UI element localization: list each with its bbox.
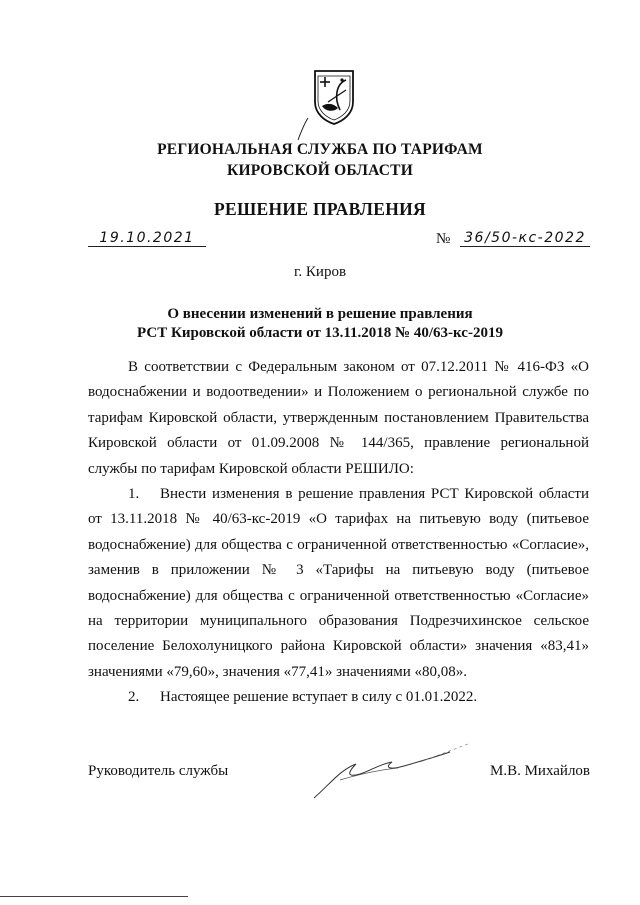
item-number: 2. bbox=[128, 689, 140, 706]
document-number: 36/50-кс-2022 bbox=[460, 230, 590, 247]
signatory-position: Руководитель службы bbox=[88, 763, 229, 779]
item-text: Внести изменения в решение правления РСТ Кировской области от 13.11.2018 № 40/63-кс-2019 «О тарифах на питьевую воду (питьевое водоснабжение) для общества с ограниченной ответственностью «Согласие», заменив в приложении № 3 «Тарифы на питьевую воду (питьевое водоснабжение) для общества с ограниченной ответственностью «Согласие» на территории муниципального образования Подрезчихинское сельское поселение Белохолуницкого района Кировской области» значения «83,41» значениями «79,60», значения «77,41» значениями «80,08». bbox=[88, 486, 589, 680]
signature-image bbox=[300, 740, 470, 810]
list-item bbox=[88, 685, 589, 710]
city: г. Киров bbox=[293, 264, 347, 280]
document-type-title: РЕШЕНИЕ ПРАВЛЕНИЯ bbox=[214, 199, 426, 219]
pen-mark bbox=[296, 116, 310, 142]
subject-line2: РСТ Кировской области от 13.11.2018 № 40/63-кс-2019 bbox=[137, 325, 503, 341]
item-number: 1. bbox=[128, 486, 140, 503]
subject-line1: О внесении изменений в решение правления bbox=[167, 306, 473, 322]
signatory-name: М.В. Михайлов bbox=[490, 763, 591, 779]
coat-of-arms-emblem bbox=[312, 68, 356, 126]
number-sign: № bbox=[436, 231, 451, 247]
agency-name-line2: КИРОВСКОЙ ОБЛАСТИ bbox=[227, 162, 413, 179]
preamble-paragraph: В соответствии с Федеральным законом от 07.12.2011 № 416-ФЗ «О водоснабжении и водоотведении» и Положением о региональной службе по тарифам Кировской области, утвержденным постановлением Правительства Кировской области от 01.09.2008 № 144/365, правление региональной службы по тарифам Кировской области РЕШИЛО: bbox=[88, 359, 589, 477]
document-body bbox=[88, 355, 589, 711]
agency-name-line1: РЕГИОНАЛЬНАЯ СЛУЖБА ПО ТАРИФАМ bbox=[157, 141, 483, 158]
list-item bbox=[88, 482, 589, 685]
page-bottom-rule bbox=[0, 896, 188, 897]
document-date: 19.10.2021 bbox=[88, 230, 206, 247]
item-text: Настоящее решение вступает в силу с 01.01.2022. bbox=[160, 689, 478, 706]
